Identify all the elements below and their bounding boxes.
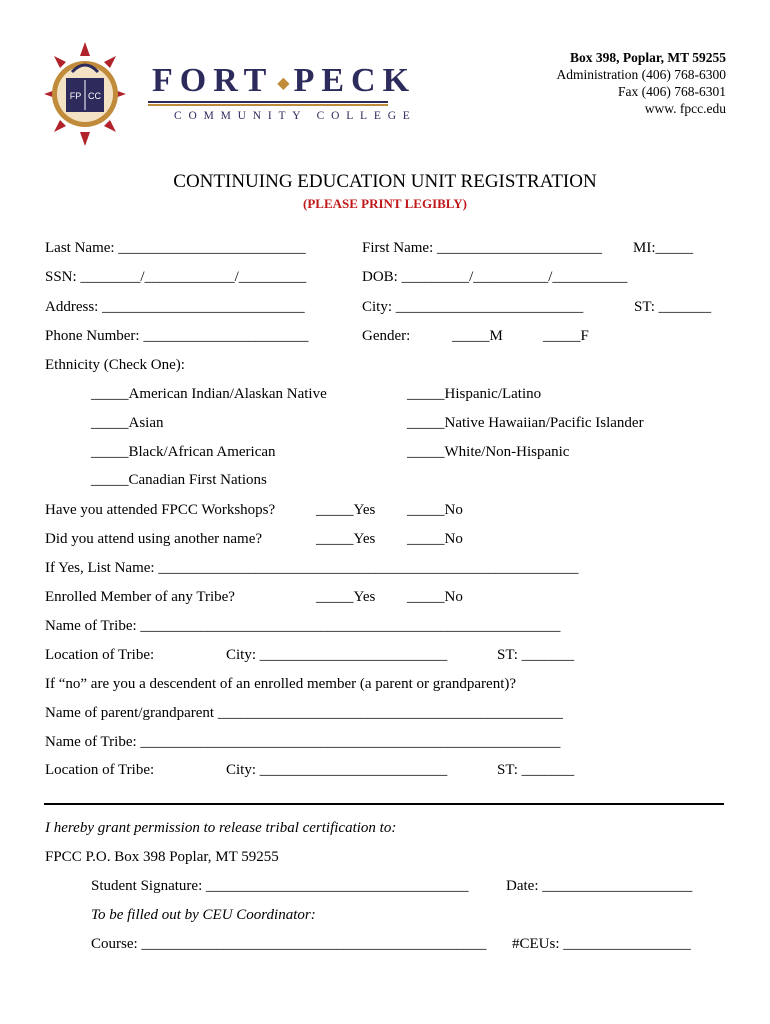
fpcc-seal-logo-icon bbox=[44, 42, 126, 146]
address-field[interactable]: Address: ___________________________ bbox=[45, 299, 305, 315]
another-name-no-option[interactable]: _____No bbox=[407, 531, 463, 547]
tribe-location-label: Location of Tribe: bbox=[45, 647, 155, 663]
parent-name-field[interactable]: Name of parent/grandparent ______________________________________________ bbox=[45, 705, 563, 721]
tribe-state-field[interactable]: ST: _______ bbox=[497, 647, 575, 663]
another-name-question: Did you attend using another name? bbox=[45, 531, 263, 547]
ethnicity-option-hispanic[interactable]: _____Hispanic/Latino bbox=[407, 386, 542, 402]
signature-date-field[interactable]: Date: ____________________ bbox=[506, 878, 693, 894]
ethnicity-option-american-indian[interactable]: _____American Indian/Alaskan Native bbox=[91, 386, 327, 402]
ethnicity-option-asian[interactable]: _____Asian bbox=[91, 415, 164, 431]
list-name-field[interactable]: If Yes, List Name: ________________________________________________________ bbox=[45, 560, 579, 576]
college-wordmark bbox=[152, 62, 416, 100]
permission-statement: I hereby grant permission to release tribal certification to: bbox=[45, 820, 397, 836]
section-divider bbox=[44, 803, 724, 805]
ethnicity-option-canadian-first-nations[interactable]: _____Canadian First Nations bbox=[91, 472, 267, 488]
wordmark-peck: PECK bbox=[293, 62, 417, 99]
header-phone: Administration (406) 768-6300 bbox=[556, 67, 726, 82]
parent-tribe-state-field[interactable]: ST: _______ bbox=[497, 762, 575, 778]
ceus-field[interactable]: #CEUs: _________________ bbox=[512, 936, 691, 952]
wordmark-fort: FORT bbox=[152, 62, 274, 99]
mi-field[interactable]: MI:_____ bbox=[633, 240, 693, 256]
tribe-city-field[interactable]: City: _________________________ bbox=[226, 647, 448, 663]
ethnicity-option-native-hawaiian[interactable]: _____Native Hawaiian/Pacific Islander bbox=[407, 415, 644, 431]
phone-field[interactable]: Phone Number: ______________________ bbox=[45, 328, 309, 344]
enrolled-no-option[interactable]: _____No bbox=[407, 589, 463, 605]
enrolled-question: Enrolled Member of any Tribe? bbox=[45, 589, 235, 605]
seal-left-text: FP bbox=[69, 91, 82, 101]
release-address: FPCC P.O. Box 398 Poplar, MT 59255 bbox=[45, 849, 279, 865]
page-title: CONTINUING EDUCATION UNIT REGISTRATION bbox=[173, 171, 597, 192]
wordmark-stripe-navy bbox=[148, 101, 388, 103]
course-field[interactable]: Course: ______________________________________________ bbox=[91, 936, 487, 952]
header-web: www. fpcc.edu bbox=[644, 101, 726, 116]
state-field[interactable]: ST: _______ bbox=[634, 299, 712, 315]
dob-field[interactable]: DOB: _________/__________/__________ bbox=[362, 269, 628, 285]
gender-male-option[interactable]: _____M bbox=[452, 328, 503, 344]
header-fax: Fax (406) 768-6301 bbox=[618, 84, 726, 99]
seal-right-text: CC bbox=[88, 91, 101, 101]
ethnicity-label: Ethnicity (Check One): bbox=[45, 357, 185, 373]
parent-tribe-city-field[interactable]: City: _________________________ bbox=[226, 762, 448, 778]
parent-tribe-location-label: Location of Tribe: bbox=[45, 762, 155, 778]
city-field[interactable]: City: _________________________ bbox=[362, 299, 584, 315]
page-subtitle: (PLEASE PRINT LEGIBLY) bbox=[303, 196, 467, 211]
descendent-question: If “no” are you a descendent of an enrolled member (a parent or grandparent)? bbox=[45, 676, 517, 692]
parent-tribe-name-field[interactable]: Name of Tribe: ________________________________________________________ bbox=[45, 734, 561, 750]
ethnicity-option-white[interactable]: _____White/Non-Hispanic bbox=[407, 444, 570, 460]
student-signature-field[interactable]: Student Signature: ___________________________________ bbox=[91, 878, 469, 894]
ssn-field[interactable]: SSN: ________/____________/_________ bbox=[45, 269, 307, 285]
header-address: Box 398, Poplar, MT 59255 bbox=[569, 50, 726, 65]
coordinator-note: To be filled out by CEU Coordinator: bbox=[91, 907, 316, 923]
last-name-field[interactable]: Last Name: _________________________ bbox=[45, 240, 306, 256]
ethnicity-option-black[interactable]: _____Black/African American bbox=[91, 444, 276, 460]
workshops-no-option[interactable]: _____No bbox=[407, 502, 463, 518]
diamond-icon: ◆ bbox=[277, 75, 290, 93]
workshops-yes-option[interactable]: _____Yes bbox=[316, 502, 376, 518]
college-subtitle: COMMUNITY COLLEGE bbox=[174, 110, 417, 122]
gender-female-option[interactable]: _____F bbox=[543, 328, 589, 344]
gender-label: Gender: bbox=[362, 328, 411, 344]
wordmark-stripe-gold bbox=[148, 104, 388, 106]
first-name-field[interactable]: First Name: ______________________ bbox=[362, 240, 602, 256]
tribe-name-field[interactable]: Name of Tribe: ________________________________________________________ bbox=[45, 618, 561, 634]
another-name-yes-option[interactable]: _____Yes bbox=[316, 531, 376, 547]
workshops-question: Have you attended FPCC Workshops? bbox=[45, 502, 276, 518]
enrolled-yes-option[interactable]: _____Yes bbox=[316, 589, 376, 605]
